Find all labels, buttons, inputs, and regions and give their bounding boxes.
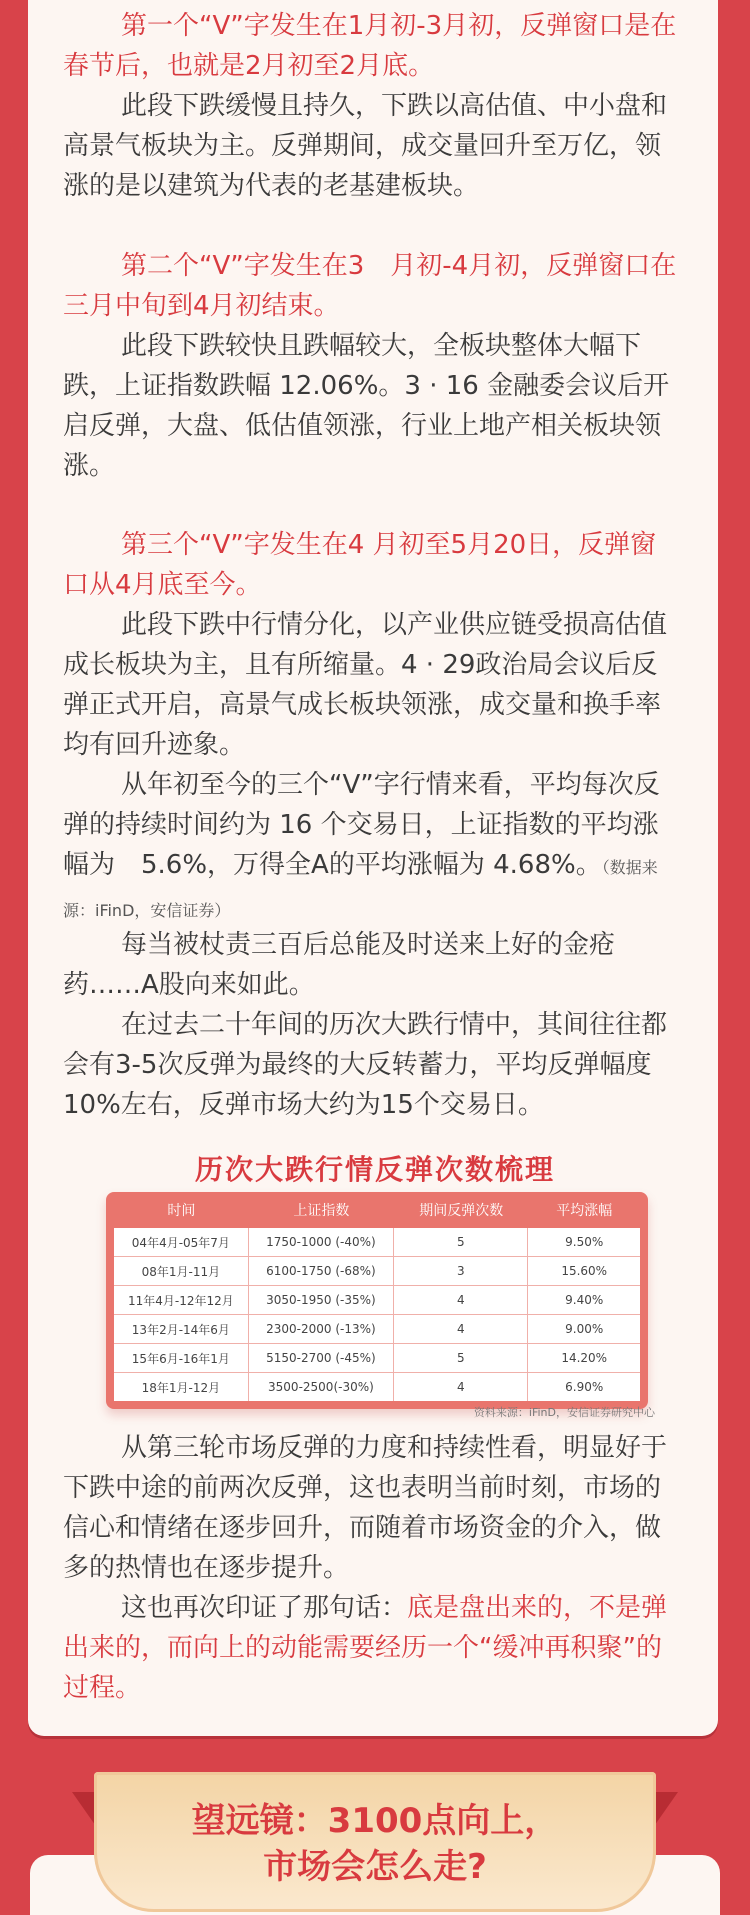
cell-index: 1750-1000 (-40%) <box>249 1228 394 1257</box>
v2-body: 此段下跌较快且跌幅较大，全板块整体大幅下跌，上证指数跌幅 12.06%。3 · 16 金融委会议后开启反弹，大盘、低估值领涨，行业上地产相关板块领涨。 <box>63 331 670 481</box>
header-index: 上证指数 <box>293 1203 350 1219</box>
conclusion-highlight: 底是盘出来的，不是弹出来的，而向上的动能需要经历一个“缓冲再积聚”的过程。 <box>63 1593 668 1703</box>
table-source-note: 资料来源：iFinD，安信证券研究中心 <box>473 1406 655 1419</box>
after-table-paragraph: 从第三轮市场反弹的力度和持续性看，明显好于下跌中途的前两次反弹，这也表明当前时刻，市场的信心和情绪在逐步回升，而随着市场资金的介入，做多的热情也在逐步提升。 <box>63 1433 668 1583</box>
cell-time: 15年6月-16年1月 <box>114 1344 249 1373</box>
cell-index: 2300-2000 (-13%) <box>249 1315 394 1344</box>
cell-avg-gain: 6.90% <box>528 1373 640 1401</box>
conclusion-paragraph <box>63 1588 678 1708</box>
table-row <box>114 1228 640 1257</box>
cell-time: 11年4月-12年12月 <box>114 1286 249 1315</box>
cell-count: 3 <box>394 1257 528 1286</box>
banner-line-2: 市场会怎么走? <box>263 1847 487 1887</box>
summary-text: 从年初至今的三个“V”字行情来看，平均每次反弹的持续时间约为 16 个交易日，上证指数的平均涨幅为 5.6%，万得全A的平均涨幅为 4.68%。 <box>63 770 660 880</box>
v3-heading: 第三个“V”字发生在4 月初至5月20日，反弹窗口从4月底至今。 <box>63 530 657 600</box>
table-header-row <box>114 1192 640 1228</box>
table-row <box>114 1257 640 1286</box>
v1-body: 此段下跌缓慢且持久，下跌以高估值、中小盘和高景气板块为主。反弹期间，成交量回升至万亿，领涨的是以建筑为代表的老基建板块。 <box>63 91 668 201</box>
table-row <box>114 1344 640 1373</box>
rebound-table <box>106 1192 648 1409</box>
cell-avg-gain: 9.00% <box>528 1315 640 1344</box>
cell-avg-gain: 9.40% <box>528 1286 640 1315</box>
cell-time: 18年1月-12月 <box>114 1373 249 1401</box>
cell-avg-gain: 14.20% <box>528 1344 640 1373</box>
v1-heading: 第一个“V”字发生在1月初-3月初，反弹窗口是在春节后，也就是2月初至2月底。 <box>63 11 677 81</box>
cell-time: 04年4月-05年7月 <box>114 1228 249 1257</box>
header-count: 期间反弹次数 <box>419 1203 504 1219</box>
cell-index: 6100-1750 (-68%) <box>249 1257 394 1286</box>
v2-heading: 第二个“V”字发生在3 月初-4月初，反弹窗口在三月中旬到4月初结束。 <box>63 251 677 321</box>
cell-time: 08年1月-11月 <box>114 1257 249 1286</box>
table-row <box>114 1286 640 1315</box>
cell-count: 4 <box>394 1373 528 1401</box>
cell-time: 13年2月-14年6月 <box>114 1315 249 1344</box>
v3-body: 此段下跌中行情分化，以产业供应链受损高估值成长板块为主，且有所缩量。4 · 29政治局会议后反弹正式开启，高景气成长板块领涨，成交量和换手率均有回升迹象。 <box>63 610 668 760</box>
summary-paragraph <box>63 765 678 931</box>
cell-count: 4 <box>394 1315 528 1344</box>
section-banner-title <box>94 1798 656 1890</box>
conclusion-lead: 这也再次印证了那句话： <box>121 1593 408 1623</box>
cell-count: 5 <box>394 1344 528 1373</box>
medicine-paragraph: 每当被杖责三百后总能及时送来上好的金疮药……A股向来如此。 <box>63 930 616 1000</box>
cell-index: 3050-1950 (-35%) <box>249 1286 394 1315</box>
cell-index: 3500-2500(-30%) <box>249 1373 394 1401</box>
table-row <box>114 1315 640 1344</box>
table-title: 历次大跌行情反弹次数梳理 <box>194 1153 555 1186</box>
cell-count: 4 <box>394 1286 528 1315</box>
cell-index: 5150-2700 (-45%) <box>249 1344 394 1373</box>
banner-line-1: 望远镜：3100点向上， <box>191 1801 559 1841</box>
header-avg-gain: 平均涨幅 <box>556 1203 613 1219</box>
header-time: 时间 <box>167 1203 196 1219</box>
cell-avg-gain: 15.60% <box>528 1257 640 1286</box>
cell-count: 5 <box>394 1228 528 1257</box>
summary-source-note: （数据来源：iFinD，安信证券） <box>63 858 658 920</box>
cell-avg-gain: 9.50% <box>528 1228 640 1257</box>
table-row <box>114 1373 640 1401</box>
history-paragraph: 在过去二十年间的历次大跌行情中，其间往往都会有3-5次反弹为最终的大反转蓄力，平均反弹幅度10%左右，反弹市场大约为15个交易日。 <box>63 1010 668 1120</box>
